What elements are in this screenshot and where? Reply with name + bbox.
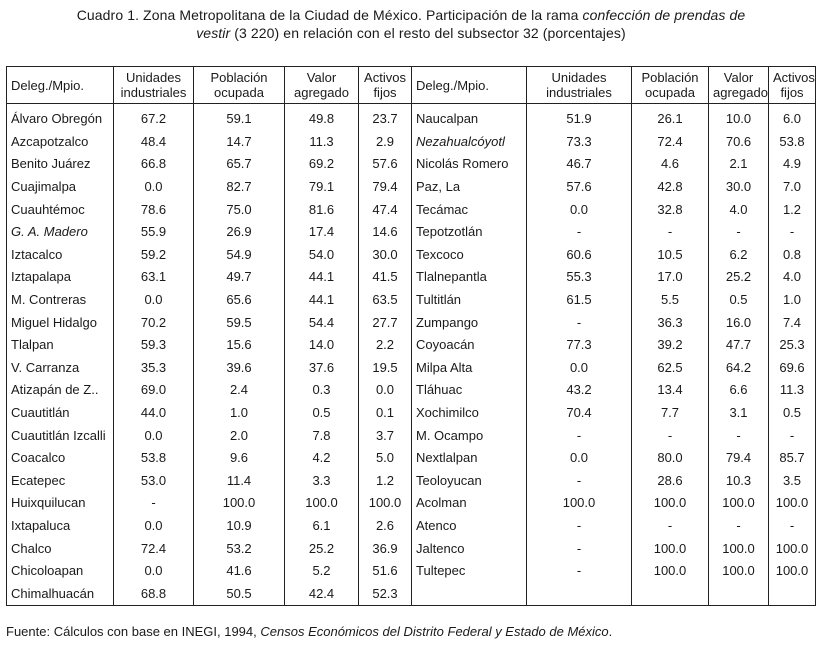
value-cell: -	[769, 515, 816, 538]
value-cell: 65.6	[194, 289, 285, 312]
value-cell: 5.0	[359, 447, 412, 470]
value-cell: 0.0	[114, 176, 194, 199]
header-activos-left: Activos fijos	[359, 67, 412, 104]
value-cell: 30.0	[359, 244, 412, 267]
value-cell: 6.1	[285, 515, 359, 538]
value-cell: -	[632, 221, 709, 244]
value-cell: 4.0	[769, 266, 816, 289]
value-cell: 59.3	[114, 334, 194, 357]
value-cell: 100.0	[709, 492, 769, 515]
table-row	[7, 131, 816, 154]
header-unidades-left: Unidades industriales	[114, 67, 194, 104]
deleg-left-cell: Benito Juárez	[7, 153, 114, 176]
deleg-left-cell: Iztacalco	[7, 244, 114, 267]
value-cell: 59.5	[194, 311, 285, 334]
value-cell: 26.9	[194, 221, 285, 244]
value-cell: 2.0	[194, 424, 285, 447]
value-cell: 1.2	[359, 470, 412, 493]
value-cell: 52.3	[359, 582, 412, 605]
value-cell: 10.0	[709, 104, 769, 131]
title-rest: (3 220) en relación con el resto del subsector 32 (porcentajes)	[230, 25, 626, 41]
value-cell: 13.4	[632, 379, 709, 402]
value-cell: 47.4	[359, 198, 412, 221]
value-cell: 59.1	[194, 104, 285, 131]
value-cell: 15.6	[194, 334, 285, 357]
value-cell: 7.7	[632, 402, 709, 425]
value-cell: 41.5	[359, 266, 412, 289]
header-deleg-left: Deleg./Mpio.	[7, 67, 114, 104]
value-cell: 16.0	[709, 311, 769, 334]
value-cell: 100.0	[769, 492, 816, 515]
value-cell: 55.9	[114, 221, 194, 244]
deleg-right-cell: Atenco	[412, 515, 527, 538]
value-cell: 1.0	[769, 289, 816, 312]
value-cell: 100.0	[359, 492, 412, 515]
value-cell: 2.6	[359, 515, 412, 538]
value-cell: 3.3	[285, 470, 359, 493]
source-suffix: .	[608, 624, 613, 639]
title-line-1	[0, 6, 822, 24]
value-cell: 67.2	[114, 104, 194, 131]
value-cell: 10.3	[709, 470, 769, 493]
value-cell: 70.6	[709, 131, 769, 154]
value-cell: 64.2	[709, 357, 769, 380]
value-cell: 79.1	[285, 176, 359, 199]
table-row	[7, 311, 816, 334]
value-cell: 100.0	[769, 537, 816, 560]
value-cell: 9.6	[194, 447, 285, 470]
value-cell: 0.0	[114, 289, 194, 312]
value-cell: 6.0	[769, 104, 816, 131]
value-cell: 100.0	[709, 537, 769, 560]
value-cell: -	[632, 424, 709, 447]
value-cell: 14.0	[285, 334, 359, 357]
value-cell: 39.2	[632, 334, 709, 357]
value-cell: -	[527, 311, 632, 334]
value-cell: 79.4	[359, 176, 412, 199]
value-cell: 77.3	[527, 334, 632, 357]
value-cell: 73.3	[527, 131, 632, 154]
deleg-left-cell: Huixquilucan	[7, 492, 114, 515]
value-cell: 10.5	[632, 244, 709, 267]
table-row	[7, 424, 816, 447]
deleg-left-cell: Atizapán de Z..	[7, 379, 114, 402]
deleg-left-cell: Ecatepec	[7, 470, 114, 493]
table-row	[7, 447, 816, 470]
deleg-left-cell: Iztapalapa	[7, 266, 114, 289]
header-valor-left: Valor agregado	[285, 67, 359, 104]
value-cell: 0.3	[285, 379, 359, 402]
deleg-left-cell: Álvaro Obregón	[7, 104, 114, 131]
value-cell: 100.0	[194, 492, 285, 515]
value-cell: 46.7	[527, 153, 632, 176]
value-cell: 54.9	[194, 244, 285, 267]
table-row	[7, 357, 816, 380]
deleg-right-cell: Tecámac	[412, 198, 527, 221]
value-cell: 57.6	[359, 153, 412, 176]
value-cell: 82.7	[194, 176, 285, 199]
value-cell: -	[632, 515, 709, 538]
deleg-left-cell: Chicoloapan	[7, 560, 114, 583]
value-cell: 3.1	[709, 402, 769, 425]
value-cell: -	[527, 560, 632, 583]
value-cell: 100.0	[632, 560, 709, 583]
value-cell: -	[709, 424, 769, 447]
value-cell	[769, 582, 816, 605]
value-cell: 0.0	[527, 447, 632, 470]
value-cell: 57.6	[527, 176, 632, 199]
value-cell: 78.6	[114, 198, 194, 221]
value-cell: 10.9	[194, 515, 285, 538]
table-row	[7, 334, 816, 357]
value-cell: 17.4	[285, 221, 359, 244]
deleg-left-cell: M. Contreras	[7, 289, 114, 312]
deleg-right-cell: Tláhuac	[412, 379, 527, 402]
table-row	[7, 402, 816, 425]
value-cell: 23.7	[359, 104, 412, 131]
deleg-left-cell: Miguel Hidalgo	[7, 311, 114, 334]
value-cell: 100.0	[632, 492, 709, 515]
value-cell: 44.1	[285, 266, 359, 289]
value-cell: 0.1	[359, 402, 412, 425]
value-cell: 100.0	[527, 492, 632, 515]
value-cell	[632, 582, 709, 605]
value-cell: 0.0	[359, 379, 412, 402]
deleg-right-cell: Tepotzotlán	[412, 221, 527, 244]
table-row	[7, 470, 816, 493]
value-cell: 55.3	[527, 266, 632, 289]
deleg-right-cell: Teoloyucan	[412, 470, 527, 493]
value-cell: 14.6	[359, 221, 412, 244]
value-cell: 100.0	[769, 560, 816, 583]
value-cell: 72.4	[632, 131, 709, 154]
value-cell: 1.0	[194, 402, 285, 425]
deleg-left-cell: Cuautitlán	[7, 402, 114, 425]
deleg-right-cell: Tultepec	[412, 560, 527, 583]
value-cell: 25.2	[709, 266, 769, 289]
deleg-right-cell: Tlalnepantla	[412, 266, 527, 289]
value-cell: 4.2	[285, 447, 359, 470]
value-cell: 0.5	[769, 402, 816, 425]
value-cell: 4.6	[632, 153, 709, 176]
value-cell: 49.8	[285, 104, 359, 131]
deleg-right-cell: Coyoacán	[412, 334, 527, 357]
value-cell: 62.5	[632, 357, 709, 380]
value-cell: 0.0	[114, 424, 194, 447]
table-row	[7, 221, 816, 244]
deleg-right-cell: Acolman	[412, 492, 527, 515]
value-cell: 48.4	[114, 131, 194, 154]
deleg-right-cell: Naucalpan	[412, 104, 527, 131]
value-cell: 49.7	[194, 266, 285, 289]
value-cell: 41.6	[194, 560, 285, 583]
header-deleg-right: Deleg./Mpio.	[412, 67, 527, 104]
value-cell: 4.9	[769, 153, 816, 176]
header-valor-right: Valor agregado	[709, 67, 769, 104]
value-cell: 0.8	[769, 244, 816, 267]
value-cell: 44.1	[285, 289, 359, 312]
value-cell: 28.6	[632, 470, 709, 493]
table-row	[7, 198, 816, 221]
value-cell: 6.2	[709, 244, 769, 267]
deleg-left-cell: V. Carranza	[7, 357, 114, 380]
header-poblacion-left: Población ocupada	[194, 67, 285, 104]
value-cell: 59.2	[114, 244, 194, 267]
deleg-right-cell: M. Ocampo	[412, 424, 527, 447]
deleg-right-cell: Tultitlán	[412, 289, 527, 312]
value-cell: -	[709, 515, 769, 538]
deleg-left-cell: Cuautitlán Izcalli	[7, 424, 114, 447]
header-row	[7, 67, 816, 104]
value-cell: 100.0	[632, 537, 709, 560]
value-cell: -	[769, 221, 816, 244]
value-cell: 70.2	[114, 311, 194, 334]
value-cell: 5.2	[285, 560, 359, 583]
value-cell: -	[114, 492, 194, 515]
value-cell: 100.0	[285, 492, 359, 515]
deleg-right-cell: Jaltenco	[412, 537, 527, 560]
source-prefix: Fuente: Cálculos con base en INEGI, 1994,	[6, 624, 261, 639]
value-cell: -	[527, 221, 632, 244]
value-cell: 3.7	[359, 424, 412, 447]
value-cell: 39.6	[194, 357, 285, 380]
value-cell: 6.6	[709, 379, 769, 402]
value-cell: -	[527, 470, 632, 493]
value-cell: 63.1	[114, 266, 194, 289]
value-cell: 69.2	[285, 153, 359, 176]
deleg-right-cell: Xochimilco	[412, 402, 527, 425]
title-italic-2: vestir	[196, 25, 231, 41]
table-row	[7, 492, 816, 515]
deleg-left-cell: Chimalhuacán	[7, 582, 114, 605]
deleg-left-cell: Tlalpan	[7, 334, 114, 357]
value-cell: 61.5	[527, 289, 632, 312]
header-activos-right: Activos fijos	[769, 67, 816, 104]
value-cell: -	[709, 221, 769, 244]
deleg-right-cell: Zumpango	[412, 311, 527, 334]
value-cell: 63.5	[359, 289, 412, 312]
value-cell: 2.1	[709, 153, 769, 176]
value-cell: 54.4	[285, 311, 359, 334]
table-row	[7, 289, 816, 312]
title-italic-1: confección de prendas de	[582, 7, 746, 23]
value-cell: 32.8	[632, 198, 709, 221]
value-cell: 11.3	[285, 131, 359, 154]
value-cell: 0.5	[285, 402, 359, 425]
deleg-right-cell: Nicolás Romero	[412, 153, 527, 176]
value-cell: -	[769, 424, 816, 447]
table-row	[7, 560, 816, 583]
value-cell: -	[527, 537, 632, 560]
deleg-right-cell: Paz, La	[412, 176, 527, 199]
value-cell: 70.4	[527, 402, 632, 425]
value-cell: 53.2	[194, 537, 285, 560]
value-cell: 5.5	[632, 289, 709, 312]
value-cell: 37.6	[285, 357, 359, 380]
value-cell: 0.0	[114, 515, 194, 538]
value-cell: 17.0	[632, 266, 709, 289]
data-table	[6, 66, 816, 606]
value-cell: 1.2	[769, 198, 816, 221]
deleg-right-cell: Nezahualcóyotl	[412, 131, 527, 154]
value-cell: 43.2	[527, 379, 632, 402]
value-cell: 51.6	[359, 560, 412, 583]
table-row	[7, 515, 816, 538]
value-cell: 0.5	[709, 289, 769, 312]
value-cell: 2.9	[359, 131, 412, 154]
value-cell	[709, 582, 769, 605]
value-cell: 79.4	[709, 447, 769, 470]
value-cell: 66.8	[114, 153, 194, 176]
value-cell: 3.5	[769, 470, 816, 493]
deleg-left-cell: Ixtapaluca	[7, 515, 114, 538]
value-cell: 47.7	[709, 334, 769, 357]
deleg-left-cell: G. A. Madero	[7, 221, 114, 244]
title-prefix: Cuadro 1. Zona Metropolitana de la Ciudad de México. Participación de la rama	[76, 7, 583, 23]
value-cell: 26.1	[632, 104, 709, 131]
value-cell: 25.3	[769, 334, 816, 357]
value-cell: 42.8	[632, 176, 709, 199]
source-note	[6, 624, 612, 639]
value-cell: 27.7	[359, 311, 412, 334]
value-cell: 60.6	[527, 244, 632, 267]
value-cell: 35.3	[114, 357, 194, 380]
table-row	[7, 582, 816, 605]
value-cell: 50.5	[194, 582, 285, 605]
value-cell: 0.0	[527, 357, 632, 380]
table-row	[7, 266, 816, 289]
table-title	[0, 6, 822, 42]
value-cell: 85.7	[769, 447, 816, 470]
value-cell: 0.0	[527, 198, 632, 221]
table-row	[7, 244, 816, 267]
title-line-2	[0, 24, 822, 42]
value-cell: 51.9	[527, 104, 632, 131]
value-cell: 54.0	[285, 244, 359, 267]
value-cell: 68.8	[114, 582, 194, 605]
table-row	[7, 379, 816, 402]
value-cell: 69.6	[769, 357, 816, 380]
value-cell: 53.8	[114, 447, 194, 470]
deleg-left-cell: Chalco	[7, 537, 114, 560]
value-cell: 69.0	[114, 379, 194, 402]
value-cell: 81.6	[285, 198, 359, 221]
deleg-left-cell: Azcapotzalco	[7, 131, 114, 154]
value-cell: -	[527, 424, 632, 447]
value-cell: -	[527, 515, 632, 538]
value-cell: 11.3	[769, 379, 816, 402]
value-cell: 72.4	[114, 537, 194, 560]
value-cell: 2.2	[359, 334, 412, 357]
value-cell: 19.5	[359, 357, 412, 380]
value-cell	[527, 582, 632, 605]
value-cell: 75.0	[194, 198, 285, 221]
table-body	[7, 104, 816, 606]
value-cell: 30.0	[709, 176, 769, 199]
value-cell: 7.8	[285, 424, 359, 447]
deleg-right-cell: Nextlalpan	[412, 447, 527, 470]
value-cell: 36.9	[359, 537, 412, 560]
table-row	[7, 153, 816, 176]
deleg-left-cell: Coacalco	[7, 447, 114, 470]
value-cell: 42.4	[285, 582, 359, 605]
deleg-left-cell: Cuajimalpa	[7, 176, 114, 199]
value-cell: 44.0	[114, 402, 194, 425]
deleg-right-cell: Milpa Alta	[412, 357, 527, 380]
deleg-left-cell: Cuauhtémoc	[7, 198, 114, 221]
source-italic: Censos Económicos del Distrito Federal y Estado de México	[260, 624, 609, 639]
value-cell: 0.0	[114, 560, 194, 583]
table-row	[7, 104, 816, 131]
deleg-right-cell: Texcoco	[412, 244, 527, 267]
deleg-right-cell	[412, 582, 527, 605]
value-cell: 25.2	[285, 537, 359, 560]
value-cell: 100.0	[709, 560, 769, 583]
value-cell: 65.7	[194, 153, 285, 176]
header-poblacion-right: Población ocupada	[632, 67, 709, 104]
value-cell: 7.4	[769, 311, 816, 334]
value-cell: 80.0	[632, 447, 709, 470]
value-cell: 14.7	[194, 131, 285, 154]
value-cell: 36.3	[632, 311, 709, 334]
table-row	[7, 537, 816, 560]
value-cell: 7.0	[769, 176, 816, 199]
value-cell: 53.0	[114, 470, 194, 493]
table-row	[7, 176, 816, 199]
value-cell: 4.0	[709, 198, 769, 221]
value-cell: 53.8	[769, 131, 816, 154]
value-cell: 11.4	[194, 470, 285, 493]
value-cell: 2.4	[194, 379, 285, 402]
header-unidades-right: Unidades industriales	[527, 67, 632, 104]
